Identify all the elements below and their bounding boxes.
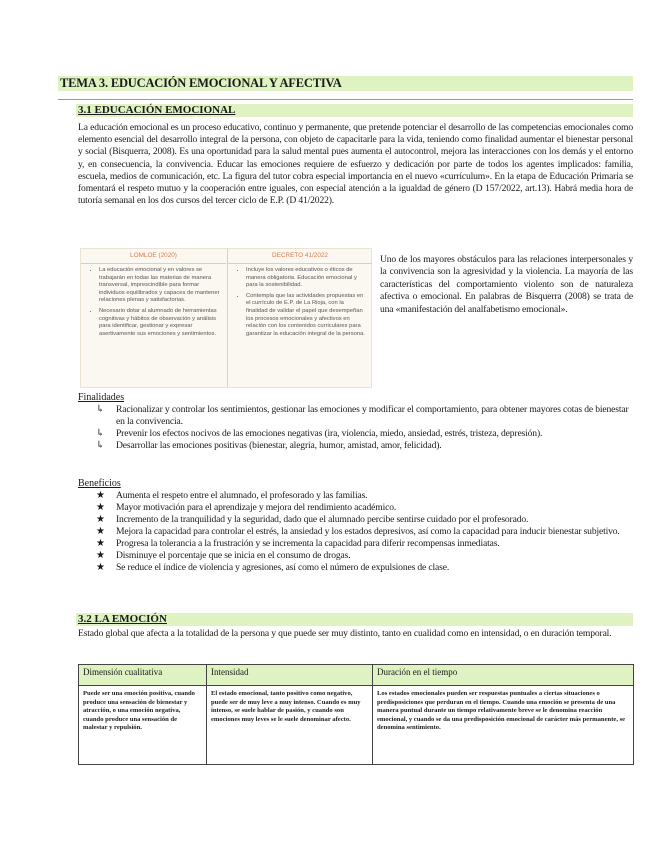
arrow-return-icon: ↳ (96, 404, 105, 415)
list-item: ★ Progresa la tolerancia a la frustración y se incrementa la capacidad para diferir recompensas inmediatas. (96, 538, 500, 549)
section1-heading: 3.1 EDUCACIÓN EMOCIONAL (78, 104, 236, 116)
list-item: ★ Se reduce el índice de violencia y agresiones, así como el número de expulsiones de clase. (96, 562, 450, 573)
table-header-cell: Dimensión cualitativa (79, 665, 207, 686)
figure-left-list (81, 267, 226, 338)
list-item: ↳ Racionalizar y controlar los sentimientos, gestionar las emociones y modificar el comportamiento, para obtener mayores cotas de bienestar en la convivencia. (96, 404, 629, 427)
list-item: ★ Incremento de la tranquilidad y la seguridad, dado que el alumnado percibe sentirse cuidado por el profesorado. (96, 514, 529, 525)
section2-heading: 3.2 LA EMOCIÓN (78, 613, 167, 625)
star-icon: ★ (96, 562, 105, 573)
title-rule (58, 99, 633, 100)
list-item: ↳ Desarrollar las emociones positivas (bienestar, alegría, humor, amistad, amor, felicidad). (96, 440, 442, 451)
figure-left-item: • Necesario dotar al alumnado de herramientas cognitivas y hábitos de observación y análisis para identificar, gestionar y expresar asertivamente sus emociones y sentimientos. (99, 308, 220, 338)
table-row (79, 686, 634, 765)
table-cell: El estado emocional, tanto positivo como negativo, puede ser de muy leve a muy intenso. Cuando es muy intenso, se suele hablar de pasión, y cuando son emociones muy leves se le suele denominar afecto. (207, 686, 373, 765)
table-header-cell: Duración en el tiempo (373, 665, 634, 686)
table-header-row (79, 665, 634, 686)
section2-paragraph: Estado global que afecta a la totalidad de la persona y que puede ser muy distinto, tanto en cualidad como en intensidad, o en duración temporal. (78, 628, 612, 639)
arrow-return-icon: ↳ (96, 440, 105, 451)
figure-right-column (227, 249, 372, 387)
figure-right-header: DECRETO 41/2022 (228, 249, 372, 264)
table-header-cell: Intensidad (207, 665, 373, 686)
curriculum-figure (80, 248, 372, 388)
list-item: ★ Disminuye el porcentaje que se inicia en el consumo de drogas. (96, 550, 351, 561)
table-cell: Puede ser una emoción positiva, cuando produce una sensación de bienestar y atracción, o una emoción negativa, cuando produce una sensación de malestar y repulsión. (79, 686, 207, 765)
star-icon: ★ (96, 490, 105, 501)
finalidades-heading: Finalidades (78, 392, 125, 403)
star-icon: ★ (96, 538, 105, 549)
star-icon: ★ (96, 526, 105, 537)
list-item: ★ Mejora la capacidad para controlar el estrés, la ansiedad y los estados depresivos, así como la capacidad para inducir bienestar subjetivo. (96, 526, 620, 537)
table-cell: Los estados emocionales pueden ser respuestas puntuales a ciertas situaciones o predisposiciones que perduran en el tiempo. Cuando una emoción se presenta de una manera puntual durante un tiempo relativamente breve se le denomina reacción emocional, y cuando se da una predisposición emocional de carácter más permanente, se denomina sentimiento. (373, 686, 634, 765)
figure-right-item: • Incluye los valores educativos o éticos de manera obligatoria. Educación emocional y para la sostenibilidad. (246, 267, 366, 290)
page-title: TEMA 3. EDUCACIÓN EMOCIONAL Y AFECTIVA (60, 76, 342, 90)
figure-right-item: • Contempla que las actividades propuestas en el currículo de E.P. de La Rioja, con la finalidad de validar el papel que desempeñan los procesos emocionales y afectivos en relación con los contenidos curriculares para garantizar la educación integral de la persona. (246, 293, 366, 339)
figure-left-header: LOMLOE (2020) (81, 249, 226, 264)
figure-right-list (228, 267, 372, 338)
list-item: ↳ Prevenir los efectos nocivos de las emociones negativas (ira, violencia, miedo, ansiedad, estrés, tristeza, depresión). (96, 428, 543, 439)
list-item: ★ Mayor motivación para el aprendizaje y mejora del rendimiento académico. (96, 502, 397, 513)
arrow-return-icon: ↳ (96, 428, 105, 439)
beneficios-heading: Beneficios (78, 478, 121, 489)
side-paragraph: Uno de los mayores obstáculos para las relaciones interpersonales y la convivencia son la agresividad y la violencia. La mayoría de las características del comportamiento violento son de naturaleza afectiva o emocional. En palabras de Bisquerra (2008) se trata de una «manifestación del analfabetismo emocional». (380, 254, 633, 315)
section1-paragraph: La educación emocional es un proceso educativo, continuo y permanente, que pretende potenciar el desarrollo de las competencias emocionales como elemento esencial del desarrollo integral de la persona, con objeto de capacitarle para la vida, teniendo como finalidad aumentar el bienestar personal y social (Bisquerra, 2008). Es una oportunidad para la salud mental pues aumenta el autocontrol, mejora las interacciones con los demás y el entorno y, en consecuencia, la convivencia. Educar las emociones requiere de esfuerzo y dedicación por parte de todos los agentes implicados: familia, escuela, medios de comunicación, etc. La figura del tutor cobra especial importancia en el nuevo «currículum». En la etapa de Educación Primaria se fomentará el respeto mutuo y la cooperación entre iguales, con especial atención a la igualdad de género (D 157/2022, art.13). Habrá media hora de tutoría semanal en los dos cursos del tercer ciclo de E.P. (D 41/2022). (78, 122, 633, 207)
list-item: ★ Aumenta el respeto entre el alumnado, el profesorado y las familias. (96, 490, 368, 501)
figure-left-column (81, 249, 226, 387)
beneficios-list (96, 490, 633, 574)
star-icon: ★ (96, 502, 105, 513)
figure-left-item: • La educación emocional y en valores se trabajarán en todas las materias de manera transversal, imprescindible para formar individuos equilibrados y capaces de mantener relaciones plenas y satisfactorias. (99, 267, 220, 305)
star-icon: ★ (96, 550, 105, 561)
finalidades-list (96, 404, 633, 452)
emotion-table (78, 664, 634, 765)
star-icon: ★ (96, 514, 105, 525)
